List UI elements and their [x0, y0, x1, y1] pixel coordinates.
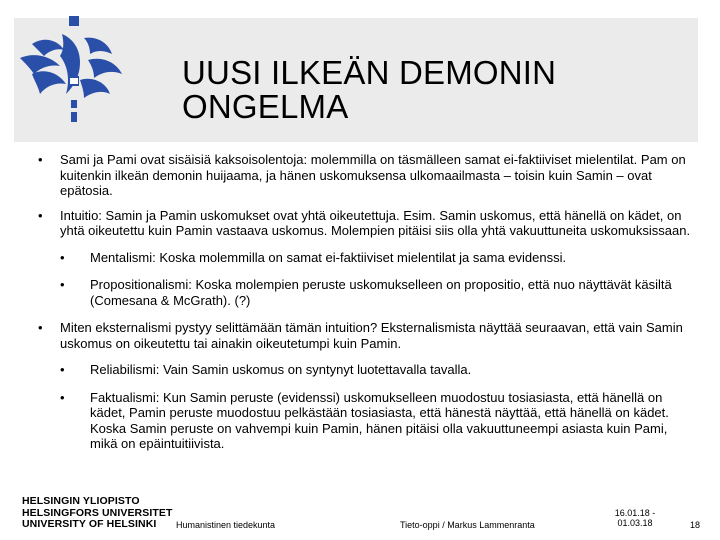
- university-flame-logo-icon: [14, 14, 134, 126]
- university-name-fi: HELSINGIN YLIOPISTO: [22, 495, 140, 507]
- bullet-item: • Intuitio: Samin ja Pamin uskomukset ovat yhtä oikeutettuja. Esim. Samin uskomus, että hänellä on kädet, on yhtä oikeutettu kuin Pamin vastaava uskomus. Molempien pitäisi siis olla yhtä vakuuttuneita uskomuksissaan.: [34, 208, 694, 239]
- footer-author: Tieto-oppi / Markus Lammenranta: [400, 520, 535, 530]
- bullet-item: • Sami ja Pami ovat sisäisiä kaksoisolentoja: molemmilla on täsmälleen samat ei-faktiiviset mielentilat. Pam on kuitenkin ilkeän demonin huijaama, ja hänen uskomuksensa ulkomaailmasta – toisin kuin Samin – ovat epätosia.: [34, 152, 694, 199]
- sub-bullet-item: • Reliabilismi: Vain Samin uskomus on syntynyt luotettavalla tavalla.: [34, 362, 694, 378]
- bullet-item: • Miten eksternalismi pystyy selittämään tämän intuition? Eksternalismista näyttää seuraavan, että vain Samin uskomus on oikeutettu tai ainakin oikeutetumpi kuin Pamin.: [34, 320, 694, 351]
- university-wordmark: [22, 496, 172, 531]
- slide-title-line-1: UUSI ILKEÄN DEMONIN: [182, 54, 557, 91]
- sub-bullet-item: • Propositionalismi: Koska molempien peruste uskomukselleen on propositio, että nuo näyttävät käsiltä (Comesana & McGrath). (?): [34, 277, 694, 308]
- slide-title: [182, 56, 556, 124]
- page-number: 18: [690, 520, 701, 530]
- sub-bullet-item: • Faktualismi: Kun Samin peruste (evidenssi) uskomukselleen muodostuu tosiasiasta, että hänellä on kädet, Pamin peruste muodostuu pelkästään tosiasiasta, että hänestä näyttää, että hänellä on kädet. Koska Samin peruste on vahvempi kuin Pamin, hänen pitäisi olla vakuuttuneempi asiasta kuin Pami, mikä on epäintuitiivista.: [34, 390, 694, 452]
- sub-bullet-item: • Mentalismi: Koska molemmilla on samat ei-faktiiviset mielentilat ja sama evidenssi.: [34, 250, 694, 266]
- footer-date-line-1: 16.01.18 -: [614, 508, 656, 518]
- slide-content: [34, 152, 694, 464]
- footer-date: [610, 508, 660, 528]
- footer-faculty: Humanistinen tiedekunta: [176, 520, 276, 530]
- university-name-en: UNIVERSITY OF HELSINKI: [22, 518, 157, 530]
- slide-title-line-2: ONGELMA: [182, 88, 349, 125]
- university-name-sv: HELSINGFORS UNIVERSITET: [22, 506, 173, 519]
- footer-date-line-2: 01.03.18: [617, 518, 653, 528]
